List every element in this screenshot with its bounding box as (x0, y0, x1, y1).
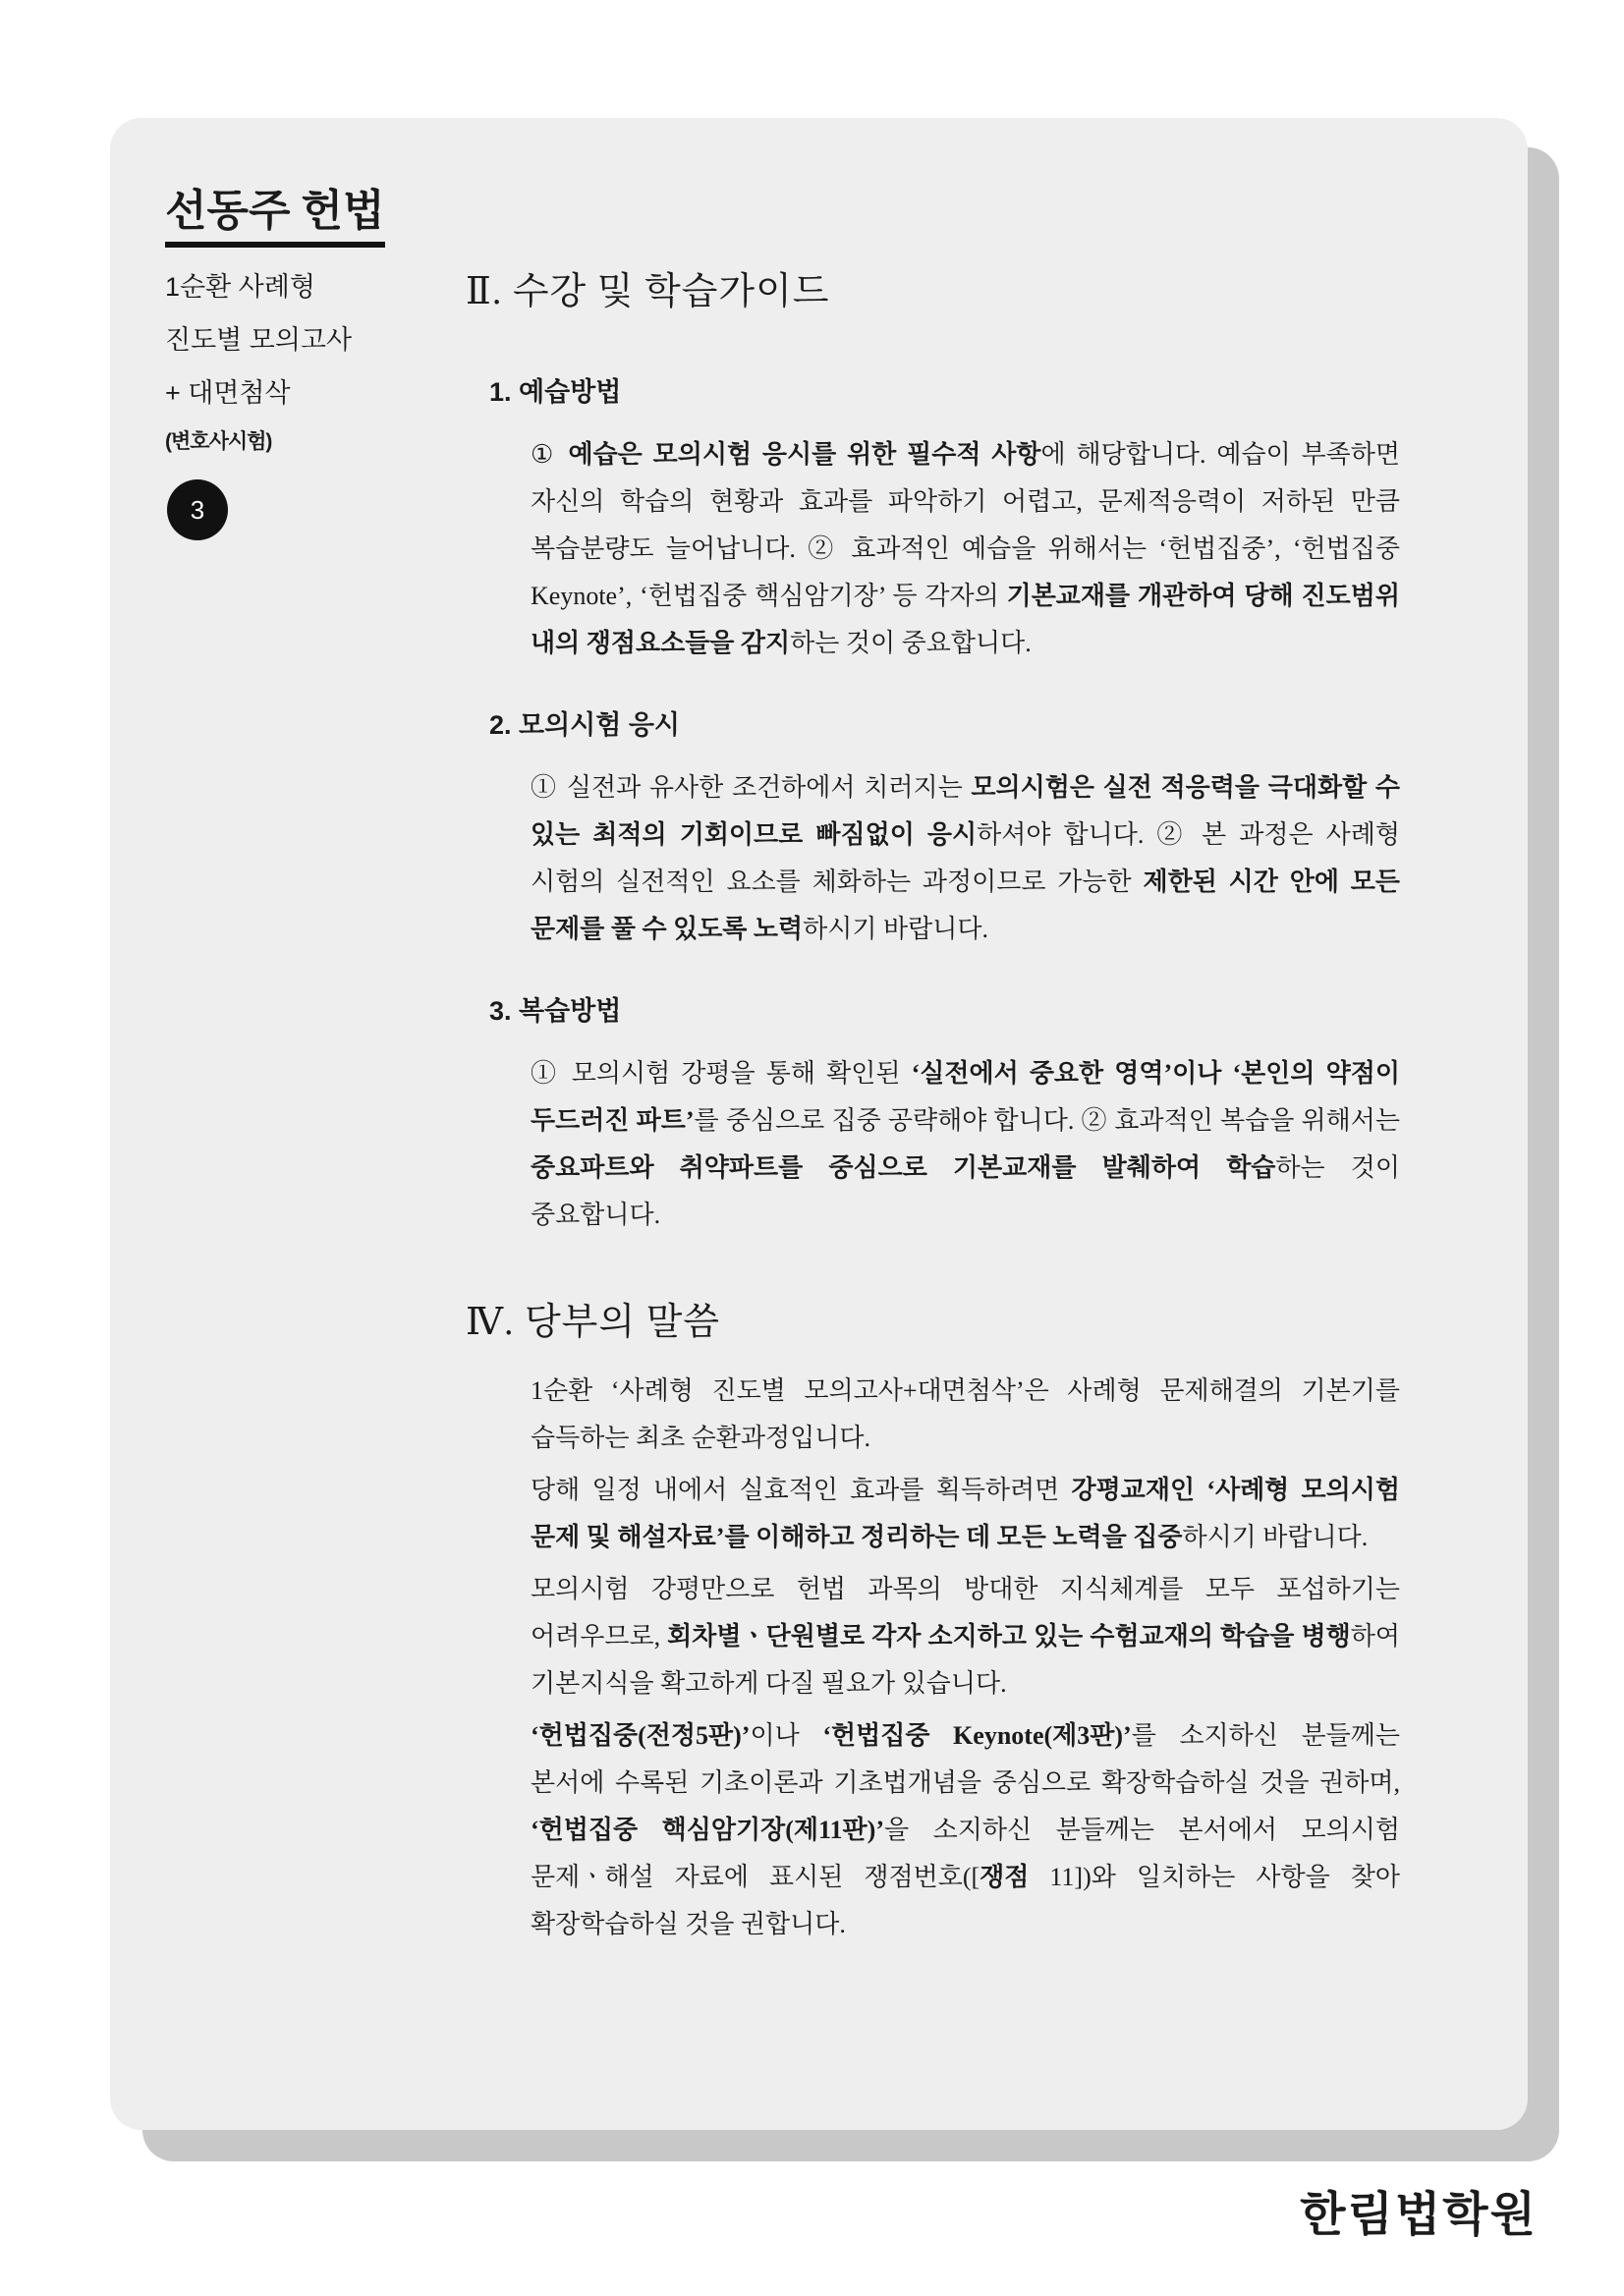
text-run: 하셔야 합니다. ② 본 과정은 사례형 시험의 실전적인 요소를 체화하는 과정이므로 가능한 (531, 820, 1400, 896)
bold-text-run: 강평교재인 ‘사례형 모의시험 문제 및 해설자료’를 이해하고 정리하는 데 모든 노력을 집중 (531, 1476, 1400, 1551)
bold-text-run: 모의시험은 실전 적응력을 극대화할 수 있는 최적의 기회이므로 빠짐없이 응시 (531, 773, 1400, 849)
text-run: ① (531, 440, 569, 469)
text-run: 11])와 일치하는 사항을 찾아 확장학습하실 것을 권합니다. (531, 1863, 1400, 1938)
course-subtitle-line-2: 진도별 모의고사 (165, 325, 353, 355)
paragraph-preview (531, 431, 1400, 667)
text-run: 1순환 ‘사례형 진도별 모의고사+대면첨삭’은 사례형 문제해결의 기본기를 습득하는 최초 순환과정입니다. (531, 1376, 1400, 1452)
academy-logo: 한림법학원 (1300, 2189, 1538, 2241)
text-run: 당해 일정 내에서 실효적인 효과를 획득하려면 (531, 1476, 1072, 1504)
exam-tag: (변호사시험) (165, 430, 272, 453)
text-run: 이나 (750, 1721, 823, 1750)
subheading-mock-exam: 2. 모의시험 응시 (489, 710, 681, 740)
title-underline (165, 242, 385, 248)
page-number-badge: 3 (167, 479, 228, 540)
text-run: 하여 기본지식을 확고하게 다질 필요가 있습니다. (531, 1622, 1400, 1698)
main-content (466, 267, 1400, 1948)
text-run: 하는 것이 중요합니다. (531, 1153, 1400, 1229)
text-run: 하시기 바랍니다. (803, 915, 988, 943)
bold-text-run: 쟁점 (980, 1863, 1030, 1891)
bold-text-run: 회차별ㆍ단원별로 각자 소지하고 있는 수험교재의 학습을 병행 (667, 1622, 1351, 1651)
advice-paragraph-1 (531, 1368, 1400, 1462)
course-subtitle-line-3: + 대면첨삭 (165, 378, 291, 408)
course-title: 선동주 헌법 (165, 187, 385, 235)
bold-text-run: 예습은 모의시험 응시를 위한 필수적 사항 (568, 440, 1041, 469)
advice-paragraph-2 (531, 1467, 1400, 1561)
course-subtitle-line-1: 1순환 사례형 (165, 272, 315, 302)
text-run: 하는 것이 중요합니다. (790, 629, 1032, 657)
advice-paragraph-3 (531, 1566, 1400, 1708)
text-run: 모의시험 강평만으로 헌법 과목의 방대한 지식체계를 모두 포섭하기는 어려우므로, (531, 1575, 1400, 1651)
bold-text-run: ‘실전에서 중요한 영역’이나 ‘본인의 약점이 두드러진 파트’ (531, 1059, 1400, 1135)
text-run: 를 중심으로 집중 공략해야 합니다. ② 효과적인 복습을 위해서는 (694, 1106, 1400, 1135)
subheading-preview: 1. 예습방법 (489, 377, 622, 407)
section-heading-advice: Ⅳ. 당부의 말씀 (466, 1302, 721, 1343)
advice-paragraph-4 (531, 1712, 1400, 1948)
text-run: 를 소지하신 분들께는 본서에 수록된 기초이론과 기초법개념을 중심으로 확장학습하실 것을 권하며, (531, 1721, 1400, 1797)
text-run: 에 해당합니다. 예습이 부족하면 자신의 학습의 현황과 효과를 파악하기 어렵고, 문제적응력이 저하된 만큼 복습분량도 늘어납니다. ② 효과적인 예습을 위해서는 ‘헌법집중’, ‘헌법집중 Keynote’, ‘헌법집중 핵심암기장’ 등 각자의 (531, 440, 1400, 610)
subheading-review: 3. 복습방법 (489, 996, 622, 1026)
bold-text-run: 기본교재를 개관하여 당해 진도범위 내의 쟁점요소들을 감지 (531, 582, 1400, 657)
section-heading-guide: Ⅱ. 수강 및 학습가이드 (466, 271, 830, 312)
bold-text-run: ‘헌법집중 핵심암기장(제11판)’ (531, 1816, 884, 1844)
bold-text-run: ‘헌법집중(전정5판)’ (531, 1721, 751, 1750)
text-run: ① 모의시험 강평을 통해 확인된 (531, 1059, 912, 1088)
bold-text-run: ‘헌법집중 Keynote(제3판)’ (822, 1721, 1132, 1750)
paragraph-review (531, 1050, 1400, 1239)
text-run: 하시기 바랍니다. (1182, 1523, 1369, 1551)
bold-text-run: 중요파트와 취약파트를 중심으로 기본교재를 발췌하여 학습 (531, 1153, 1276, 1182)
bold-text-run: 제한된 시간 안에 모든 문제를 풀 수 있도록 노력 (531, 868, 1400, 943)
text-run: ① 실전과 유사한 조건하에서 치러지는 (531, 773, 972, 802)
text-run: 을 소지하신 분들께는 본서에서 모의시험 문제ㆍ해설 자료에 표시된 쟁점번호([ (531, 1816, 1400, 1891)
paragraph-mock-exam (531, 764, 1400, 953)
